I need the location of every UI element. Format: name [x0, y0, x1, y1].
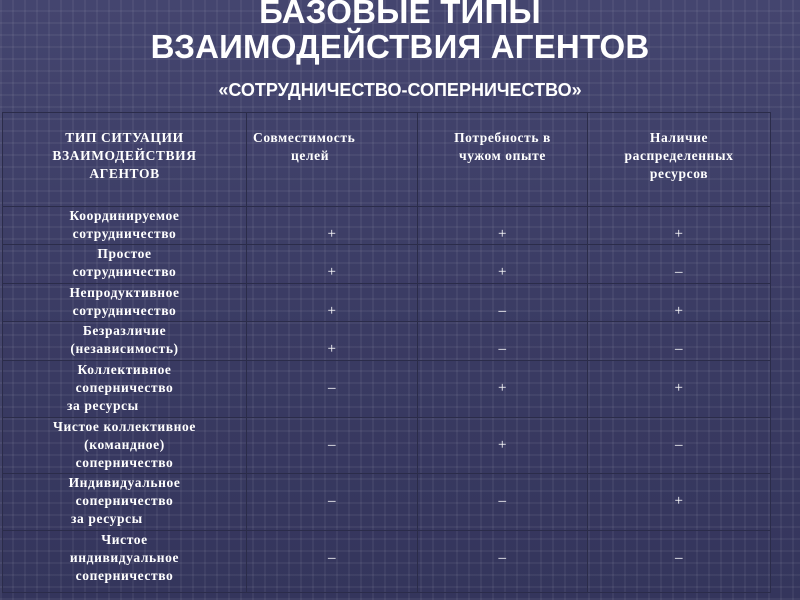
row-label-line: Безразличие	[82, 323, 167, 338]
need-for-experience-mark: –	[418, 531, 588, 593]
goal-compatibility-mark: –	[247, 418, 418, 474]
title-line-2: ВЗАИМОДЕЙСТВИЯ АГЕНТОВ	[150, 28, 650, 65]
row-label	[3, 245, 247, 284]
header-text-line: целей	[291, 148, 330, 163]
row-label-line: сотрудничество	[72, 226, 177, 241]
row-label	[3, 322, 247, 361]
distributed-resources-mark: +	[588, 284, 771, 322]
header-distributed-resources	[588, 113, 771, 207]
row-label-line: Чистое коллективное	[53, 419, 196, 434]
header-text-line: АГЕНТОВ	[89, 166, 160, 181]
row-label-line: (командное)	[84, 437, 165, 452]
title-line-1: БАЗОВЫЕ ТИПЫ	[259, 0, 541, 30]
distributed-resources-mark: +	[588, 207, 771, 245]
table-row	[3, 531, 771, 593]
row-label	[3, 418, 247, 474]
need-for-experience-mark: +	[418, 245, 588, 284]
row-label-line: индивидуальное	[69, 550, 180, 565]
need-for-experience-mark: –	[418, 474, 588, 531]
row-label-line: соперничество	[75, 493, 174, 508]
header-need-for-experience	[418, 113, 588, 207]
row-label-line: (независимость)	[70, 341, 179, 356]
table-row	[3, 361, 771, 418]
row-label-line: Координируемое	[69, 208, 180, 223]
row-label-line: соперничество	[75, 455, 174, 470]
header-text-line: распределенных	[624, 148, 734, 163]
need-for-experience-mark: +	[418, 418, 588, 474]
row-label	[3, 207, 247, 245]
row-label-line: Простое	[97, 246, 152, 261]
row-label-line: соперничество	[75, 568, 174, 583]
header-situation-type	[3, 113, 247, 207]
table-row	[3, 322, 771, 361]
header-text-line: чужом опыте	[459, 148, 546, 163]
distributed-resources-mark: –	[588, 531, 771, 593]
goal-compatibility-mark: –	[247, 361, 418, 418]
row-label-line: сотрудничество	[72, 264, 177, 279]
header-text-line: Наличие	[649, 130, 709, 145]
row-label	[3, 531, 247, 593]
table-row	[3, 207, 771, 245]
interaction-types-table	[2, 112, 771, 593]
row-label-line: за ресурсы	[67, 398, 139, 413]
need-for-experience-mark: +	[418, 207, 588, 245]
row-label-line: Индивидуальное	[68, 475, 181, 490]
slide-subtitle: «СОТРУДНИЧЕСТВО-СОПЕРНИЧЕСТВО»	[218, 80, 582, 100]
row-label-line: Коллективное	[77, 362, 172, 377]
need-for-experience-mark: –	[418, 322, 588, 361]
distributed-resources-mark: +	[588, 474, 771, 531]
table-row	[3, 284, 771, 322]
table-row	[3, 418, 771, 474]
table-header-row	[3, 113, 771, 207]
goal-compatibility-mark: –	[247, 531, 418, 593]
need-for-experience-mark: –	[418, 284, 588, 322]
row-label-line: Чистое	[101, 532, 148, 547]
distributed-resources-mark: –	[588, 322, 771, 361]
header-text-line: ВЗАИМОДЕЙСТВИЯ	[52, 148, 197, 163]
distributed-resources-mark: –	[588, 418, 771, 474]
header-text-line: Совместимость	[253, 130, 356, 145]
distributed-resources-mark: –	[588, 245, 771, 284]
goal-compatibility-mark: +	[247, 207, 418, 245]
row-label-line: за ресурсы	[71, 511, 143, 526]
header-goal-compatibility	[247, 113, 418, 207]
row-label	[3, 284, 247, 322]
goal-compatibility-mark: +	[247, 245, 418, 284]
need-for-experience-mark: +	[418, 361, 588, 418]
row-label	[3, 474, 247, 531]
slide-title	[0, 0, 800, 64]
header-text-line: ресурсов	[649, 166, 709, 181]
row-label-line: Непродуктивное	[69, 285, 180, 300]
goal-compatibility-mark: +	[247, 322, 418, 361]
row-label-line: сотрудничество	[72, 303, 177, 318]
goal-compatibility-mark: +	[247, 284, 418, 322]
table-row	[3, 245, 771, 284]
goal-compatibility-mark: –	[247, 474, 418, 531]
row-label-line: соперничество	[75, 380, 174, 395]
distributed-resources-mark: +	[588, 361, 771, 418]
row-label	[3, 361, 247, 418]
header-text-line: Потребность в	[454, 130, 551, 145]
header-text-line: ТИП СИТУАЦИИ	[65, 130, 184, 145]
table-row	[3, 474, 771, 531]
